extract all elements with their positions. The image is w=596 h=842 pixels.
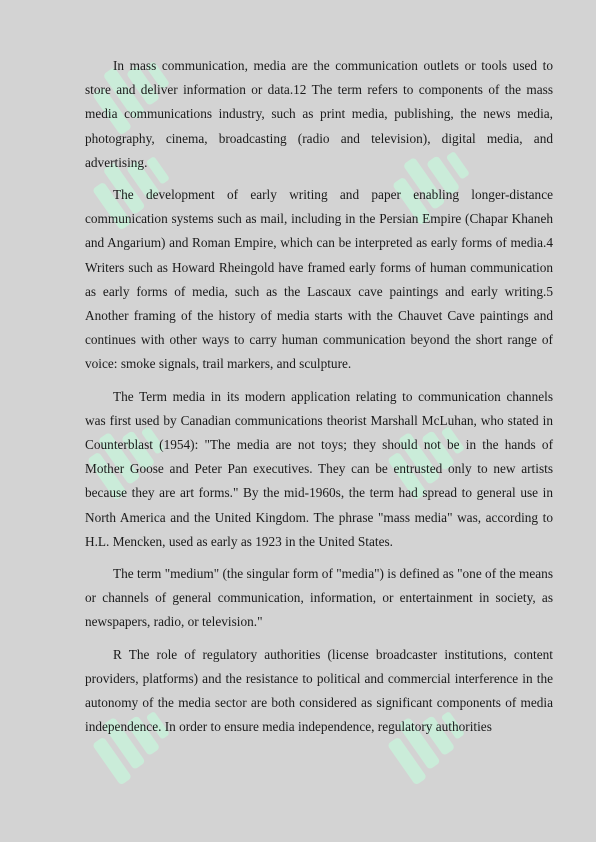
paragraph: The development of early writing and paper enabling longer-distance communication systems such as mail, including in the Persian Empire (Chapar Khaneh and Angarium) and Roman Empire, which can be interpreted as early forms of media.4 Writers such as Howard Rheingold have framed early forms of human communication as early forms of media, such as the Lascaux cave paintings and early writing.5 Another framing of the history of media starts with the Chauvet Cave paintings and continues with other ways to carry human communication beyond the short range of voice: smoke signals, trail markers, and sculpture. <box>85 187 553 372</box>
document-body <box>85 54 553 747</box>
paragraph: R The role of regulatory authorities (license broadcaster institutions, content providers, platforms) and the resistance to political and commercial interference in the autonomy of the media sector are both considered as significant components of media independence. In order to ensure media independence, regulatory authorities <box>85 646 553 735</box>
paragraph: The term "medium" (the singular form of "media") is defined as "one of the means or channels of general communication, information, or entertainment in society, as newspapers, radio, or television." <box>85 566 553 630</box>
paragraph: In mass communication, media are the communication outlets or tools used to store and deliver information or data.12 The term refers to components of the mass media communications industry, such as print media, publishing, the news media, photography, cinema, broadcasting (radio and television), digital media, and advertising. <box>85 58 553 170</box>
paragraph: The Term media in its modern application relating to communication channels was first used by Canadian communications theorist Marshall McLuhan, who stated in Counterblast (1954): "The media are not toys; they should not be in the hands of Mother Goose and Peter Pan executives. They can be entrusted only to new artists because they are art forms." By the mid-1960s, the term had spread to general use in North America and the United Kingdom. The phrase "mass media" was, according to H.L. Mencken, used as early as 1923 in the United States. <box>85 388 553 549</box>
